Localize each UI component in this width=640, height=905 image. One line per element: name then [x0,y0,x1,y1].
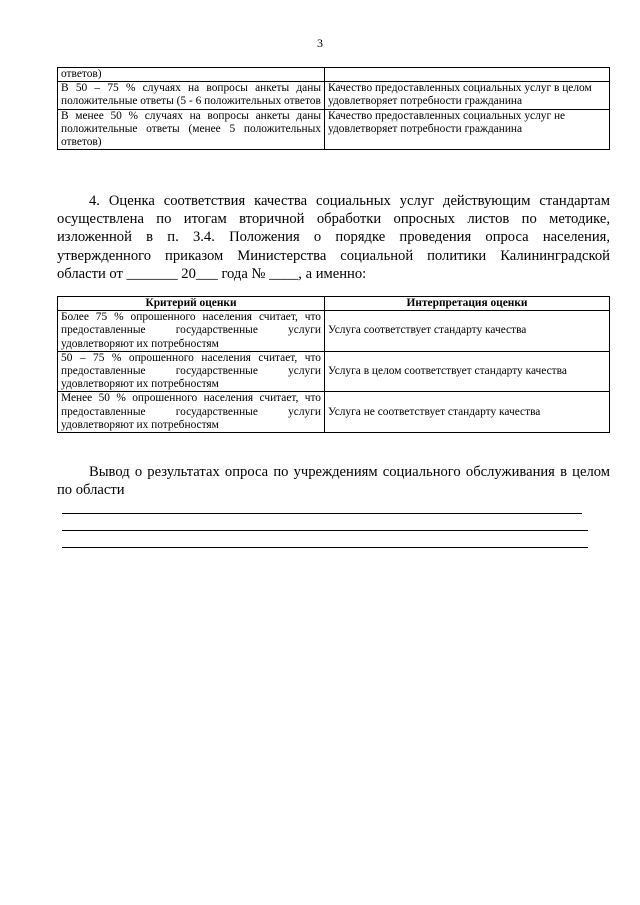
order-number-blank: ____ [269,265,299,282]
table-row [58,311,610,352]
criterion-cell: Менее 50 % опрошенного населения считает, что предоставленные государственные услуги удовлетворяют их потребностям [58,392,325,433]
table-row [58,82,610,109]
evaluation-criteria-table [57,296,610,433]
date-blank: _______ 20___ года № [126,265,266,282]
criterion-cell: В менее 50 % случаях на вопросы анкеты даны положительные ответы (менее 5 положительных ответов) [58,109,325,150]
interpretation-cell: Услуга соответствует стандарту качества [325,311,610,352]
interpretation-cell: Качество предоставленных социальных услуг не удовлетворяет потребности гражданина [325,109,610,150]
criterion-cell: Более 75 % опрошенного населения считает, что предоставленные государственные услуги удовлетворяют их потребностям [58,311,325,352]
fill-in-line [62,547,588,548]
interpretation-cell: Услуга не соответствует стандарту качества [325,392,610,433]
interpretation-cell: Качество предоставленных социальных услуг в целом удовлетворяет потребности гражданина [325,82,610,109]
criteria-table-continued [57,67,610,150]
table-row [58,351,610,392]
conclusion-paragraph: Вывод о результатах опроса по учреждениям социального обслуживания в целом по области [57,464,610,499]
criterion-cell: ответов) [58,68,325,82]
column-header-criterion: Критерий оценки [58,297,325,311]
table-row [58,109,610,150]
fill-in-line [62,513,582,514]
interpretation-cell: Услуга в целом соответствует стандарту качества [325,351,610,392]
interpretation-cell [325,68,610,82]
section-4-text: 4. Оценка соответствия качества социальных услуг действующим стандартам осуществлена по итогам вторичной обработки опросных листов по методике, изложенной в п. 3.4. Положения о порядке проведения опроса населения, утвержденного приказом Министерства социальной политики Калининградской области от [57,193,610,282]
criterion-cell: В 50 – 75 % случаях на вопросы анкеты даны положительные ответы (5 - 6 положительных ответов [58,82,325,109]
table-row [58,392,610,433]
section-4-paragraph [57,192,610,283]
column-header-interpretation: Интерпретация оценки [325,297,610,311]
page-number: 3 [317,36,323,50]
table-header-row [58,297,610,311]
section-4-text-end: , а именно: [298,265,367,282]
table-row [58,68,610,82]
fill-in-line [62,530,588,531]
criterion-cell: 50 – 75 % опрошенного населения считает, что предоставленные государственные услуги удовлетворяют их потребностям [58,351,325,392]
